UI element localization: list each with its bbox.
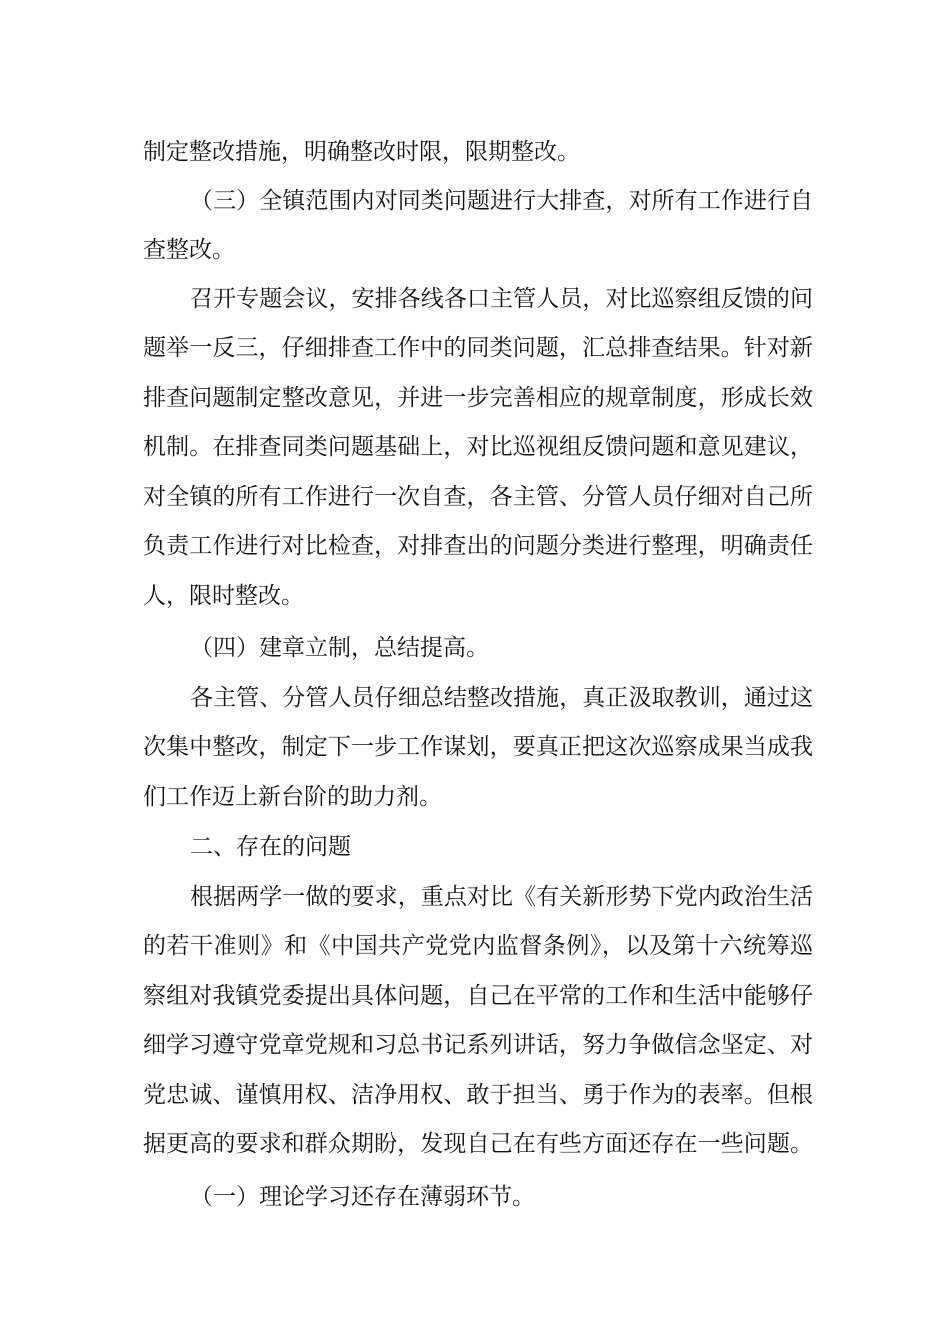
text-line: 细学习遵守党章党规和习总书记系列讲话，努力争做信念坚定、对 xyxy=(143,1032,813,1058)
text-line: 召开专题会议，安排各线各口主管人员，对比巡察组反馈的问 xyxy=(190,286,813,312)
text-line: 的若干准则》和《中国共产党党内监督条例》，以及第十六统筹巡 xyxy=(143,933,813,959)
text-line: 负责工作进行对比检查，对排查出的问题分类进行整理，明确责任 xyxy=(143,533,813,559)
text-line: 察组对我镇党委提出具体问题，自己在平常的工作和生活中能够仔 xyxy=(143,983,813,1009)
text-line: 人，限时整改。 xyxy=(143,583,304,609)
text-line: 机制。在排查同类问题基础上，对比巡视组反馈问题和意见建议， xyxy=(143,434,813,460)
text-line: 对全镇的所有工作进行一次自查，各主管、分管人员仔细对自己所 xyxy=(143,484,813,510)
text-line: 制定整改措施，明确整改时限，限期整改。 xyxy=(143,139,580,165)
text-line: 查整改。 xyxy=(143,237,235,263)
text-line: 题举一反三，仔细排查工作中的同类问题，汇总排查结果。针对新 xyxy=(143,335,813,361)
section-heading: （一）理论学习还存在薄弱环节。 xyxy=(190,1184,535,1210)
text-line: 们工作迈上新台阶的助力剂。 xyxy=(143,784,442,810)
text-line: 根据两学一做的要求，重点对比《有关新形势下党内政治生活 xyxy=(190,884,813,910)
section-heading: （三）全镇范围内对同类问题进行大排查，对所有工作进行自 xyxy=(190,188,813,214)
text-line: 据更高的要求和群众期盼，发现自己在有些方面还存在一些问题。 xyxy=(143,1131,813,1157)
text-line: 排查问题制定整改意见，并进一步完善相应的规章制度，形成长效 xyxy=(143,385,813,411)
section-heading: （四）建章立制，总结提高。 xyxy=(190,635,489,661)
text-line: 党忠诚、谨慎用权、洁净用权、敢于担当、勇于作为的表率。但根 xyxy=(143,1082,813,1108)
text-line: 次集中整改，制定下一步工作谋划，要真正把这次巡察成果当成我 xyxy=(143,734,813,760)
text-line: 各主管、分管人员仔细总结整改措施，真正汲取教训，通过这 xyxy=(190,685,813,711)
section-heading: 二、存在的问题 xyxy=(190,834,351,860)
